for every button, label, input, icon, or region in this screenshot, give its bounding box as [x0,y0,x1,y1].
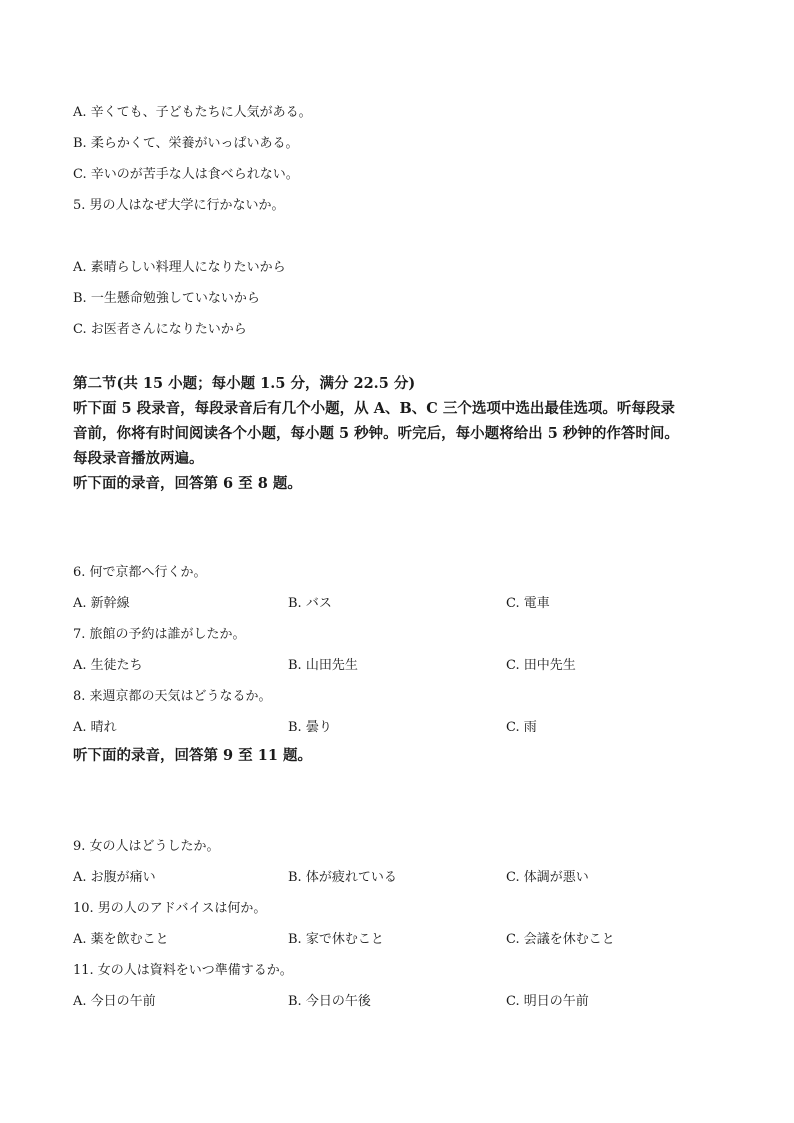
q9-option-b: B. 体が疲れている [288,870,397,885]
q11-option-a: A. 今日の午前 [73,994,156,1009]
q8-option-c: C. 雨 [506,720,537,735]
section-instructions-line1: 听下面 5 段录音，每段录音后有几个小题，从 A、B、C 三个选项中选出最佳选项。听每段录 [73,400,675,417]
q4-option-c: C. 辛いのが苦手な人は食べられない。 [73,167,299,182]
q5-question: 5. 男の人はなぜ大学に行かないか。 [73,198,285,213]
q7-question: 7. 旅館の予約は誰がしたか。 [73,627,246,642]
q10-option-c: C. 会議を休むこと [506,932,615,947]
q6-option-a: A. 新幹線 [73,596,130,611]
q4-option-a: A. 辛くても、子どもたちに人気がある。 [73,105,312,120]
q11-option-b: B. 今日の午後 [288,994,371,1009]
q5-option-b: B. 一生懸命勉強していないから [73,291,260,306]
q7-option-b: B. 山田先生 [288,658,358,673]
q7-option-a: A. 生徒たち [73,658,143,673]
section-heading: 第二节(共 15 小题；每小题 1.5 分，满分 22.5 分) [73,375,416,392]
q6-option-b: B. バス [288,596,332,611]
group-prompt-6-8: 听下面的录音，回答第 6 至 8 题。 [73,475,302,492]
q11-question: 11. 女の人は資料をいつ準備するか。 [73,963,293,978]
q6-option-c: C. 電車 [506,596,550,611]
q5-option-a: A. 素晴らしい料理人になりたいから [73,260,286,275]
q9-question: 9. 女の人はどうしたか。 [73,839,220,854]
q8-option-b: B. 曇り [288,720,332,735]
q6-question: 6. 何で京都へ行くか。 [73,565,207,580]
q10-option-b: B. 家で休むこと [288,932,384,947]
section-instructions-line3: 每段录音播放两遍。 [73,450,204,467]
q8-option-a: A. 晴れ [73,720,117,735]
q4-option-b: B. 柔らかくて、栄養がいっぱいある。 [73,136,299,151]
q11-option-c: C. 明日の午前 [506,994,589,1009]
group-prompt-9-11: 听下面的录音，回答第 9 至 11 题。 [73,747,312,764]
q9-option-a: A. お腹が痛い [73,870,156,885]
q9-option-c: C. 体調が悪い [506,870,589,885]
q10-option-a: A. 薬を飲むこと [73,932,169,947]
section-instructions-line2: 音前，你将有时间阅读各个小题，每小题 5 秒钟。听完后，每小题将给出 5 秒钟的作答时间。 [73,425,679,442]
q8-question: 8. 来週京都の天気はどうなるか。 [73,689,272,704]
q5-option-c: C. お医者さんになりたいから [73,322,247,337]
q10-question: 10. 男の人のアドバイスは何か。 [73,901,267,916]
q7-option-c: C. 田中先生 [506,658,576,673]
